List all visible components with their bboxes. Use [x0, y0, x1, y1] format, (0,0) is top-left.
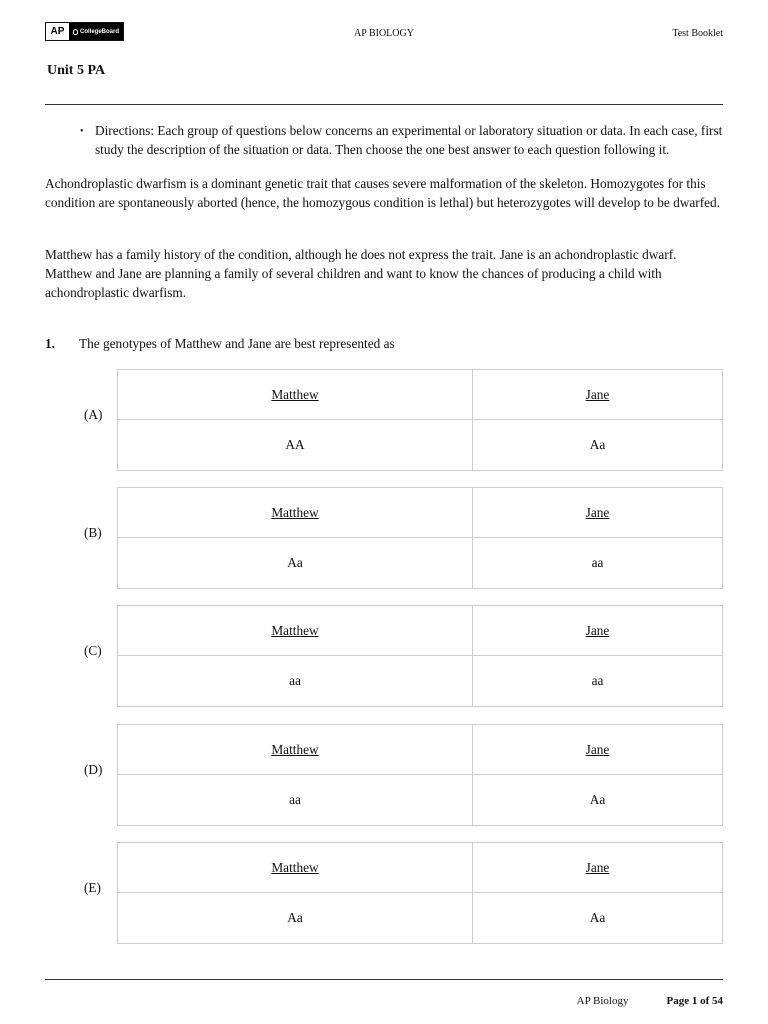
jane-header-cell [473, 606, 722, 656]
jane-genotype: Aa [589, 792, 606, 807]
page-footer [577, 995, 723, 1007]
jane-genotype: Aa [589, 437, 606, 452]
logo-ap-text: AP [46, 23, 69, 40]
footer-divider [45, 979, 723, 980]
jane-header: Jane [585, 859, 610, 875]
directions-text: Directions: Each group of questions below concerns an experimental or laboratory situation or data. In each case, first study the description of the situation or data. Then choose the one best answer to each question following it. [95, 123, 723, 157]
matthew-header: Matthew [271, 622, 319, 638]
header-booklet-label: Test Booklet [672, 28, 723, 39]
logo-collegeboard-text: CollegeBoard [79, 28, 119, 35]
genotype-table [117, 487, 723, 589]
header-subject: AP BIOLOGY [354, 28, 414, 39]
footer-subject: AP Biology [576, 995, 629, 1007]
matthew-header: Matthew [271, 859, 319, 875]
genotype-table [117, 842, 723, 944]
answer-option-e[interactable] [0, 842, 768, 944]
option-letter: (D) [84, 762, 103, 777]
question-text: The genotypes of Matthew and Jane are best represented as [79, 336, 395, 351]
matthew-header: Matthew [271, 386, 319, 402]
jane-header-cell [473, 488, 722, 538]
passage-paragraph-1: Achondroplastic dwarfism is a dominant genetic trait that causes severe malformation of the skeleton. Homozygotes for this condition are spontaneously aborted (hence, the homozygous condition is lethal) but heterozygotes will develop to be dwarfed. [45, 176, 720, 210]
option-letter: (B) [84, 525, 102, 540]
matthew-header-cell [118, 725, 473, 775]
genotype-table [117, 369, 723, 471]
option-letter: (E) [84, 880, 101, 895]
question-1-stem [45, 334, 723, 353]
page-title: Unit 5 PA [47, 63, 106, 78]
matthew-genotype: Aa [118, 893, 473, 943]
jane-header: Jane [585, 504, 610, 520]
answer-option-d[interactable] [0, 724, 768, 826]
matthew-header: Matthew [271, 741, 319, 757]
option-letter: (A) [84, 407, 103, 422]
genotype-table [117, 605, 723, 707]
genotype-table [117, 724, 723, 826]
jane-header: Jane [585, 741, 610, 757]
jane-genotype: aa [591, 555, 604, 570]
header-divider [45, 104, 723, 105]
matthew-header-cell [118, 370, 473, 420]
directions [80, 121, 723, 159]
question-number: 1. [45, 336, 55, 351]
bullet-icon: • [80, 126, 84, 137]
option-letter: (C) [84, 643, 102, 658]
jane-genotype: aa [591, 673, 604, 688]
passage-paragraph-2: Matthew has a family history of the condition, although he does not express the trait. Jane is an achondroplastic dwarf. Matthew and Jane are planning a family of several children and want to know the chances of producing a child with achondroplastic dwarfism. [45, 247, 677, 300]
jane-genotype: Aa [589, 910, 606, 925]
matthew-genotype: aa [118, 775, 473, 825]
matthew-header-cell [118, 606, 473, 656]
jane-header: Jane [585, 386, 610, 402]
jane-header-cell [473, 725, 722, 775]
matthew-genotype: Aa [118, 538, 473, 588]
matthew-genotype: aa [118, 656, 473, 706]
answer-option-b[interactable] [0, 487, 768, 589]
answer-option-a[interactable] [0, 369, 768, 471]
jane-header-cell [473, 843, 722, 893]
matthew-genotype: AA [118, 420, 473, 470]
matthew-header-cell [118, 488, 473, 538]
jane-header-cell [473, 370, 722, 420]
page-header [45, 20, 723, 44]
jane-header: Jane [585, 622, 610, 638]
answer-option-c[interactable] [0, 605, 768, 707]
page-number: Page 1 of 54 [666, 995, 723, 1007]
matthew-header: Matthew [271, 504, 319, 520]
matthew-header-cell [118, 843, 473, 893]
